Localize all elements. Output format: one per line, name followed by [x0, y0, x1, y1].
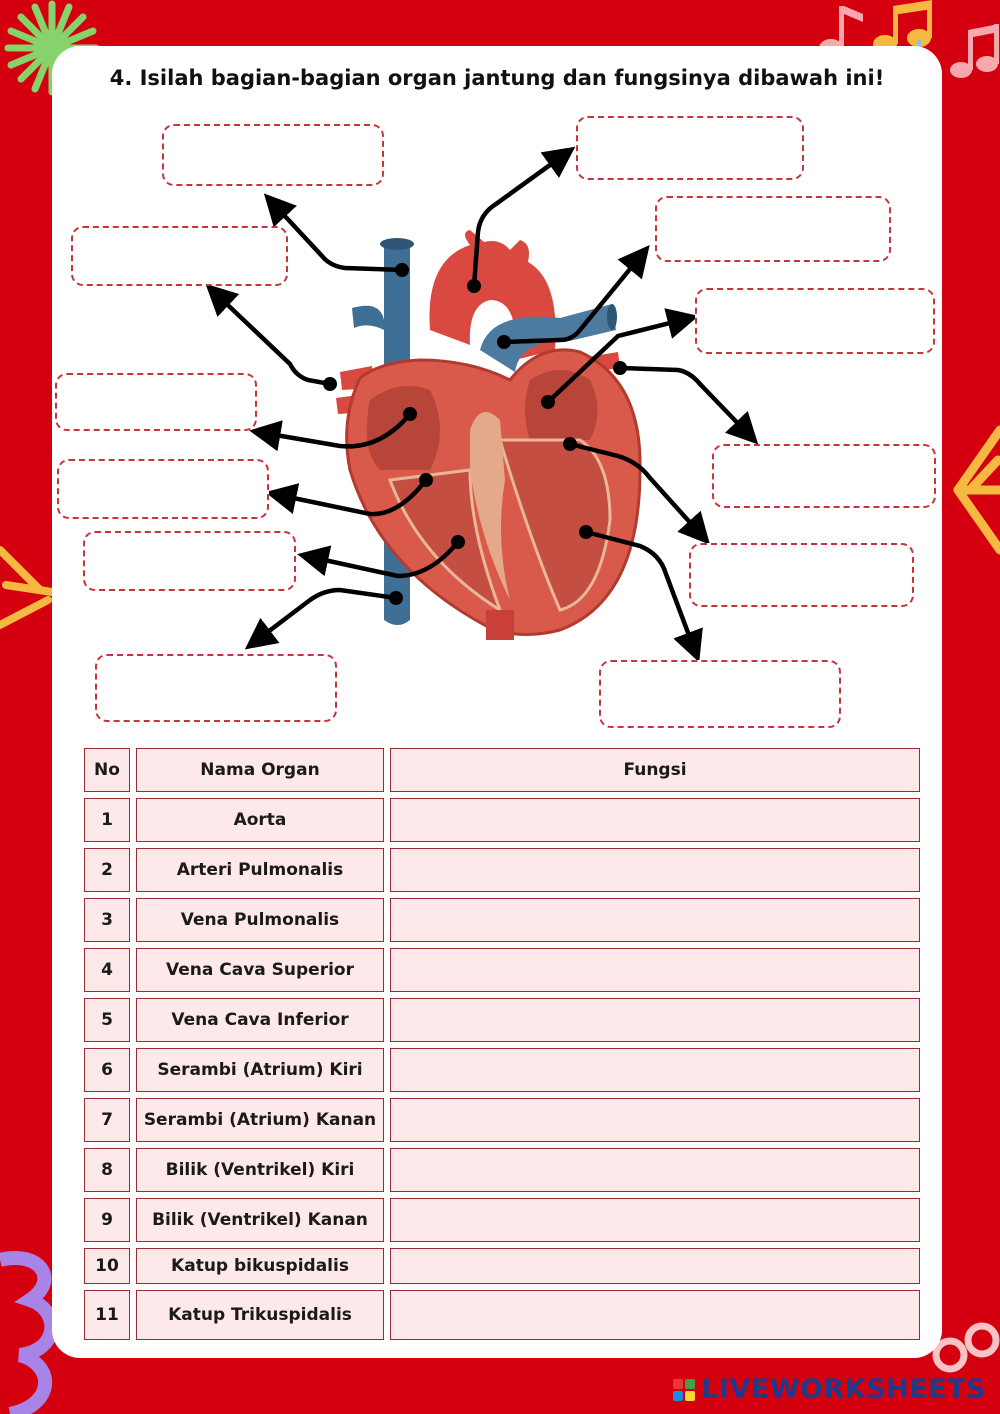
answer-box-8[interactable] [57, 459, 269, 519]
table-row [84, 1098, 920, 1142]
fungsi-input-cell[interactable] [390, 1098, 920, 1142]
table-row [84, 1048, 920, 1092]
answer-box-2[interactable] [576, 116, 804, 180]
fungsi-input-cell[interactable] [390, 948, 920, 992]
answer-box-1[interactable] [162, 124, 384, 186]
header-organ: Nama Organ [136, 748, 384, 792]
organ-name: Serambi (Atrium) Kanan [136, 1098, 384, 1142]
row-number: 6 [84, 1048, 130, 1092]
organ-name: Katup bikuspidalis [136, 1248, 384, 1284]
table-row [84, 848, 920, 892]
row-number: 8 [84, 1148, 130, 1192]
table-row [84, 898, 920, 942]
fungsi-input-cell[interactable] [390, 798, 920, 842]
row-number: 3 [84, 898, 130, 942]
organ-function-table [78, 742, 926, 1346]
row-number: 11 [84, 1290, 130, 1340]
worksheet-title: 4. Isilah bagian-bagian organ jantung dan fungsinya dibawah ini! [109, 66, 885, 90]
answer-box-12[interactable] [599, 660, 841, 728]
organ-name: Vena Pulmonalis [136, 898, 384, 942]
row-number: 1 [84, 798, 130, 842]
table-row [84, 1248, 920, 1284]
row-number: 9 [84, 1198, 130, 1242]
row-number: 2 [84, 848, 130, 892]
organ-name: Vena Cava Superior [136, 948, 384, 992]
header-fungsi: Fungsi [390, 748, 920, 792]
answer-box-3[interactable] [655, 196, 891, 262]
row-number: 4 [84, 948, 130, 992]
organ-name: Arteri Pulmonalis [136, 848, 384, 892]
brand-text: LIVEWORKSHEETS [701, 1374, 986, 1405]
table-row [84, 998, 920, 1042]
answer-box-5[interactable] [695, 288, 935, 354]
fungsi-input-cell[interactable] [390, 998, 920, 1042]
table-row [84, 1290, 920, 1340]
fungsi-input-cell[interactable] [390, 898, 920, 942]
answer-box-7[interactable] [712, 444, 936, 508]
table-header-row [84, 748, 920, 792]
organ-name: Katup Trikuspidalis [136, 1290, 384, 1340]
liveworksheets-brand[interactable] [673, 1374, 986, 1405]
row-number: 5 [84, 998, 130, 1042]
organ-name: Serambi (Atrium) Kiri [136, 1048, 384, 1092]
organ-name: Bilik (Ventrikel) Kiri [136, 1148, 384, 1192]
organ-name: Vena Cava Inferior [136, 998, 384, 1042]
organ-name: Aorta [136, 798, 384, 842]
answer-box-6[interactable] [55, 373, 257, 431]
header-no: No [84, 748, 130, 792]
table-row [84, 1148, 920, 1192]
fungsi-input-cell[interactable] [390, 1198, 920, 1242]
answer-box-10[interactable] [689, 543, 914, 607]
row-number: 10 [84, 1248, 130, 1284]
heart-illustration [336, 230, 640, 640]
table-row [84, 798, 920, 842]
liveworksheets-logo-icon [673, 1379, 695, 1401]
answer-box-9[interactable] [83, 531, 296, 591]
table-row [84, 1198, 920, 1242]
row-number: 7 [84, 1098, 130, 1142]
organ-name: Bilik (Ventrikel) Kanan [136, 1198, 384, 1242]
table-row [84, 948, 920, 992]
answer-box-4[interactable] [71, 226, 288, 286]
fungsi-input-cell[interactable] [390, 1248, 920, 1284]
fungsi-input-cell[interactable] [390, 1148, 920, 1192]
fungsi-input-cell[interactable] [390, 1048, 920, 1092]
answer-box-11[interactable] [95, 654, 337, 722]
fungsi-input-cell[interactable] [390, 1290, 920, 1340]
fungsi-input-cell[interactable] [390, 848, 920, 892]
